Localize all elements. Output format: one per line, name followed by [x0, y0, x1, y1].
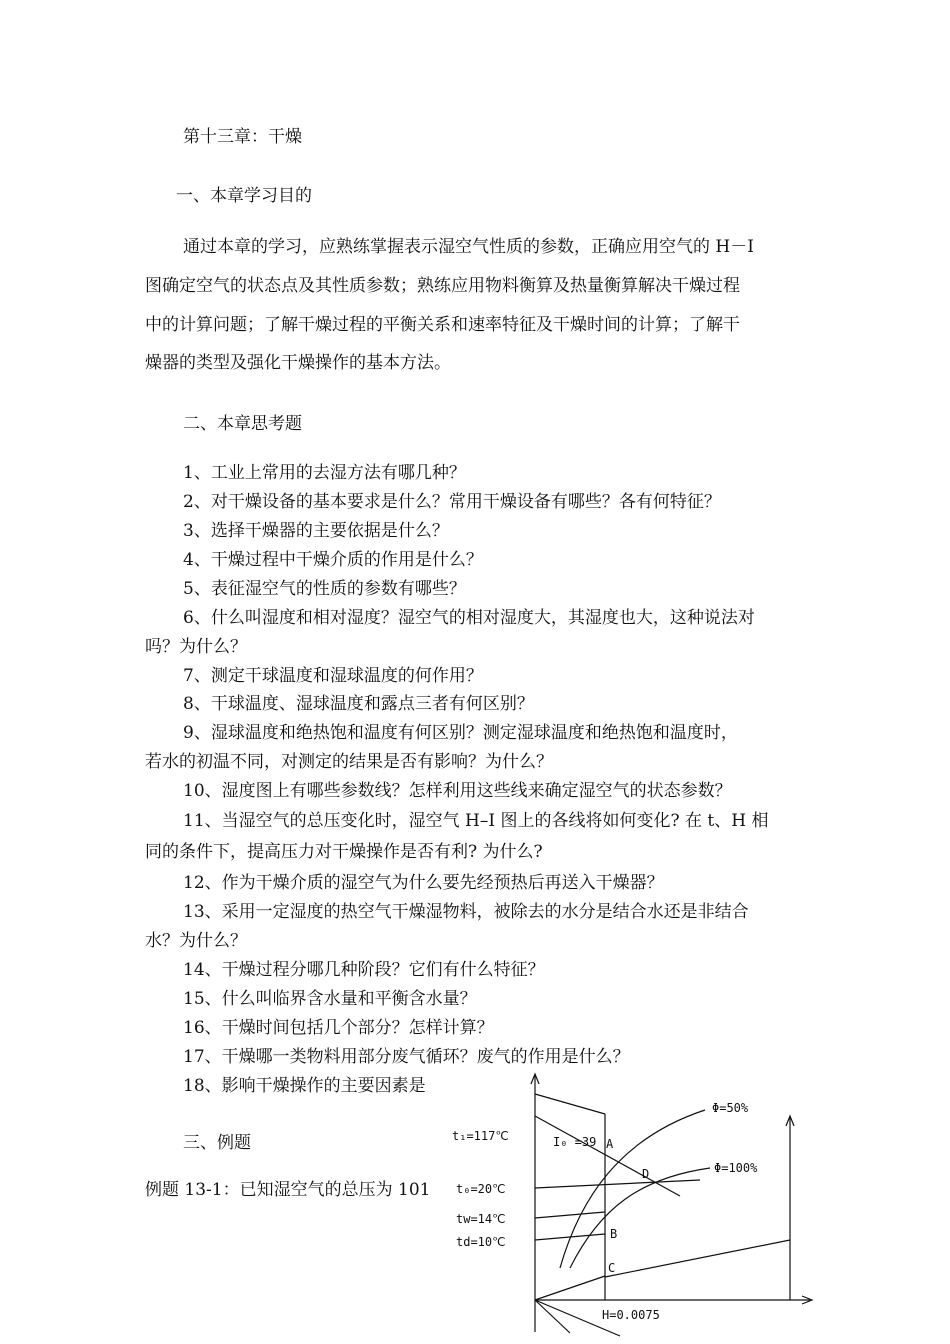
- fan-line-1: [535, 1300, 570, 1333]
- section-heading-questions: 二、本章思考题: [183, 414, 302, 434]
- question-4: 4、干燥过程中干燥介质的作用是什么？: [183, 550, 483, 570]
- label-tw: tw=14℃: [456, 1212, 506, 1226]
- label-h: H=0.0075: [602, 1308, 660, 1322]
- label-t0: t₀=20℃: [456, 1182, 506, 1196]
- line-c: [605, 1240, 790, 1277]
- question-17: 17、干燥哪一类物料用部分废气循环？废气的作用是什么？: [183, 1047, 630, 1067]
- question-1: 1、工业上常用的去湿方法有哪几种？: [183, 463, 466, 483]
- label-phi-100: Φ=100%: [714, 1161, 758, 1175]
- question-9: 9、湿球温度和绝热饱和温度有何区别？测定湿球温度和绝热饱和温度时，: [183, 723, 738, 743]
- question-10: 10、湿度图上有哪些参数线？怎样利用这些线来确定湿空气的状态参数？: [183, 781, 732, 801]
- label-point-a: A: [606, 1137, 614, 1151]
- label-point-d: D: [642, 1167, 650, 1181]
- question-9-cont: 若水的初温不同，对测定的结果是否有影响？为什么？: [145, 752, 553, 772]
- question-16: 16、干燥时间包括几个部分？怎样计算？: [183, 1018, 494, 1038]
- curve-phi-50: [560, 1110, 705, 1268]
- h-i-diagram: [440, 1068, 820, 1338]
- question-12: 12、作为干燥介质的湿空气为什么要先经预热后再送入干燥器？: [183, 873, 664, 893]
- isotherm-tw: [535, 1212, 605, 1218]
- label-phi-50: Φ=50%: [712, 1101, 749, 1115]
- question-2: 2、对干燥设备的基本要求是什么？常用干燥设备有哪些？各有何特征？: [183, 492, 721, 512]
- objective-line-3: 中的计算问题；了解干燥过程的平衡关系和速率特征及干燥时间的计算；了解干: [145, 315, 740, 335]
- question-11: 11、当湿空气的总压变化时，湿空气 H–I 图上的各线将如何变化? 在 t、H 相: [183, 811, 769, 831]
- chapter-title: 第十三章：干燥: [183, 127, 302, 147]
- question-14: 14、干燥过程分哪几种阶段？它们有什么特征？: [183, 960, 545, 980]
- question-15: 15、什么叫临界含水量和平衡含水量？: [183, 989, 477, 1009]
- question-3: 3、选择干燥器的主要依据是什么？: [183, 521, 449, 541]
- label-t1: t₁=117℃: [452, 1129, 509, 1143]
- isotherm-t1: [535, 1094, 605, 1114]
- question-6-cont: 吗？为什么？: [145, 637, 247, 657]
- adiabatic-line: [535, 1276, 605, 1300]
- label-i0: I₀ =39: [553, 1135, 597, 1149]
- objective-line-2: 图确定空气的状态点及其性质参数；熟练应用物料衡算及热量衡算解决干燥过程: [145, 276, 740, 296]
- question-11-cont: 同的条件下，提高压力对干燥操作是否有利? 为什么?: [145, 842, 543, 862]
- section-heading-objectives: 一、本章学习目的: [176, 186, 312, 206]
- diagram-lines: [531, 1074, 812, 1336]
- question-6: 6、什么叫湿度和相对湿度？湿空气的相对湿度大，其湿度也大，这种说法对: [183, 608, 755, 628]
- objective-line-4: 燥器的类型及强化干燥操作的基本方法。: [145, 353, 451, 373]
- label-point-c: C: [608, 1261, 616, 1275]
- label-td: td=10℃: [456, 1235, 506, 1249]
- objective-line-1: 通过本章的学习，应熟练掌握表示湿空气性质的参数，正确应用空气的 H－I: [183, 237, 754, 257]
- label-point-b: B: [610, 1227, 618, 1241]
- question-18: 18、影响干燥操作的主要因素是: [183, 1076, 426, 1096]
- section-heading-examples: 三、例题: [183, 1133, 251, 1153]
- question-5: 5、表征湿空气的性质的参数有哪些？: [183, 579, 466, 599]
- question-13: 13、采用一定湿度的热空气干燥湿物料，被除去的水分是结合水还是非结合: [183, 902, 749, 922]
- example-13-1: 例题 13-1：已知湿空气的总压为 101: [145, 1180, 431, 1200]
- question-13-cont: 水？为什么？: [145, 931, 247, 951]
- question-8: 8、干球温度、湿球温度和露点三者有何区别？: [183, 694, 534, 714]
- question-7: 7、测定干球温度和湿球温度的何作用？: [183, 666, 483, 686]
- isotherm-t0: [535, 1180, 700, 1188]
